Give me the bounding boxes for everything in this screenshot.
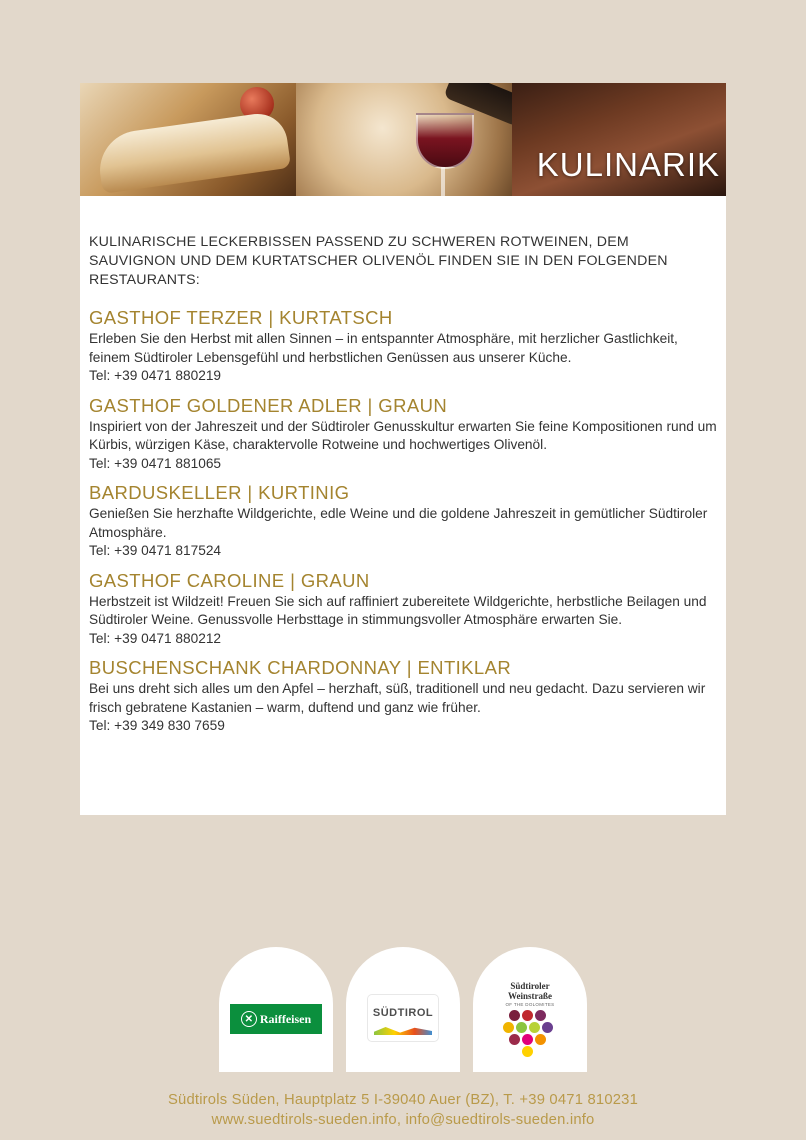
raiffeisen-wordmark: Raiffeisen — [259, 1011, 312, 1026]
restaurant-phone: Tel: +39 0471 880212 — [89, 630, 222, 646]
restaurant-name: GASTHOF GOLDENER ADLER | GRAUN — [89, 394, 448, 416]
suedtirol-badge — [346, 947, 460, 1072]
weinstrasse-subtitle: OF THE DOLOMITES — [505, 1002, 555, 1007]
content-card — [80, 83, 726, 815]
footer-address: Südtirols Süden, Hauptplatz 5 I-39040 Auer (BZ), T. +39 0471 810231 — [167, 1092, 639, 1108]
restaurant-item — [89, 569, 717, 649]
wine-glass-image — [416, 113, 474, 169]
restaurant-description: Herbstzeit ist Wildzeit! Freuen Sie sich auf raffiniert zubereitete Wildgerichte, herbstliche Beilagen und Südtiroler Weine. Genussvolle Herbsttage in stimmungsvoller Atmosphäre erwarten Sie. — [89, 593, 707, 627]
restaurant-description: Erleben Sie den Herbst mit allen Sinnen – in entspannter Atmosphäre, mit herzlicher Gastlichkeit, feinem Südtiroler Lebensgefühl und herbstlichen Genüssen aus unserer Küche. — [89, 331, 678, 365]
restaurant-description: Inspiriert von der Jahreszeit und der Südtiroler Genusskultur erwarten Sie feine Kompositionen rund um Kürbis, würzigen Käse, charaktervolle Rotweine und hochwertiges Olivenöl. — [89, 418, 717, 452]
restaurant-item — [89, 306, 717, 386]
suedtirol-mountain-icon — [374, 1027, 432, 1035]
weinstrasse-title-line1: Südtiroler — [510, 981, 550, 991]
restaurant-list — [89, 306, 717, 744]
intro-text: KULINARISCHE LECKERBISSEN PASSEND ZU SCHWEREN ROTWEINEN, DEM SAUVIGNON UND DEM KURTATSCHER OLIVENÖL FINDEN SIE IN DEN FOLGENDEN RESTAURANTS: — [89, 234, 668, 288]
restaurant-description: Bei uns dreht sich alles um den Apfel – herzhaft, süß, traditionell und neu gedacht. Dazu servieren wir frisch gebratene Kastanien – warm, duftend und ganz wie früher. — [89, 681, 706, 715]
wine-photo — [296, 83, 512, 196]
restaurant-description: Genießen Sie herzhafte Wildgerichte, edle Weine und die goldene Jahreszeit in gemütlicher Südtiroler Atmosphäre. — [89, 506, 708, 540]
footer-web-email: www.suedtirols-sueden.info, info@suedtirols-sueden.info — [211, 1112, 595, 1128]
restaurant-phone: Tel: +39 0471 817524 — [89, 543, 222, 558]
restaurant-name: GASTHOF CAROLINE | GRAUN — [89, 569, 370, 591]
restaurant-item — [89, 394, 717, 474]
weinstrasse-wordmark — [487, 981, 573, 1001]
restaurant-phone: Tel: +39 0471 880219 — [89, 368, 222, 383]
restaurant-phone: Tel: +39 0471 881065 — [89, 455, 222, 471]
weinstrasse-badge — [473, 947, 587, 1072]
restaurant-name: GASTHOF TERZER | KURTATSCH — [89, 307, 393, 328]
strudel-image — [95, 110, 291, 194]
suedtirol-logo — [368, 995, 438, 1041]
wine-glass-stem — [441, 167, 445, 196]
banner-title: KULINARIK — [536, 146, 720, 183]
restaurant-item — [89, 481, 717, 561]
suedtirol-wordmark: SÜDTIROL — [372, 1007, 434, 1019]
restaurant-name: BUSCHENSCHANK CHARDONNAY | ENTIKLAR — [89, 657, 512, 678]
strudel-photo — [80, 83, 296, 196]
banner — [80, 83, 726, 196]
raiffeisen-logo — [230, 1004, 322, 1034]
footer-contact — [0, 1090, 806, 1130]
weinstrasse-title-line2: Weinstraße — [508, 991, 552, 1001]
restaurant-phone: Tel: +39 349 830 7659 — [89, 718, 225, 733]
raiffeisen-badge — [219, 947, 333, 1072]
restaurant-name: BARDUSKELLER | KURTINIG — [89, 482, 350, 503]
restaurant-item — [89, 656, 717, 736]
raiffeisen-cross-icon: ✕ — [241, 1011, 257, 1027]
partner-logos — [219, 947, 587, 1072]
